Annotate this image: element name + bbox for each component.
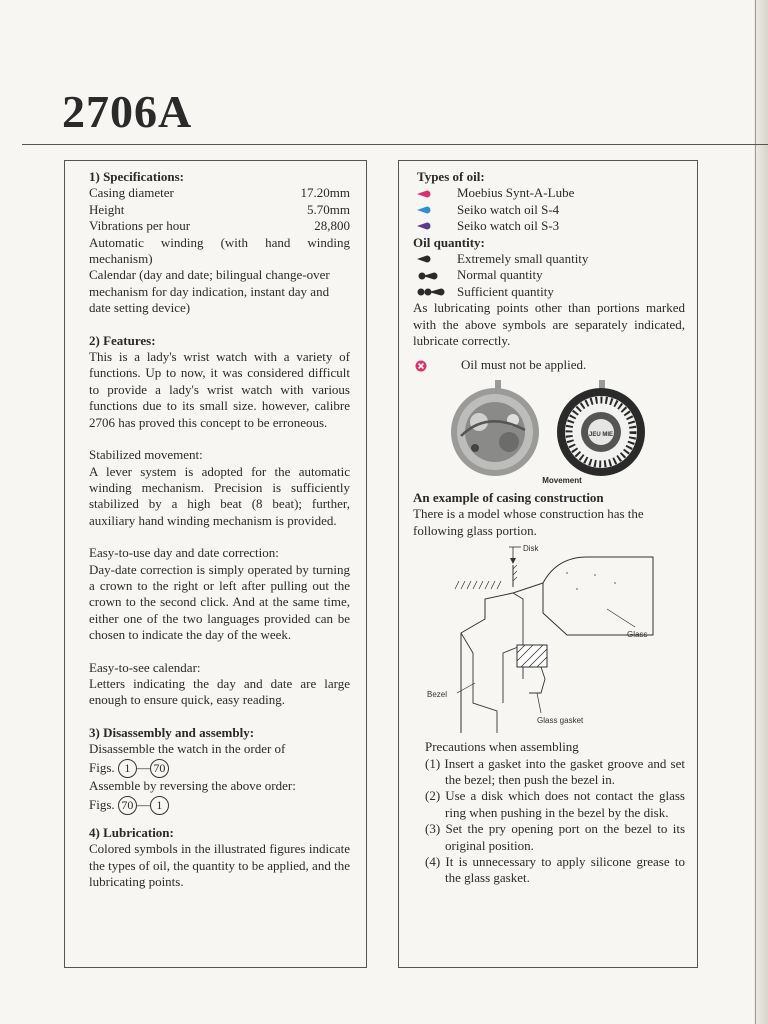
oil-quantity-name: Sufficient quantity [457,283,554,299]
range-dash: — [136,759,150,775]
precaution-number: (1) [425,755,441,771]
spec-value: 17.20mm [300,185,350,201]
figure-number-badge: 1 [150,796,169,815]
no-oil-row [415,357,685,373]
no-oil-icon [415,360,461,372]
oil-drop-icon [417,206,457,214]
right-column-box [398,160,698,968]
oil-type-name: Moebius Synt-A-Lube [457,185,575,201]
precautions-heading: Precautions when assembling [425,739,579,755]
features-heading: 2) Features: [89,332,156,348]
precaution-item [425,756,685,789]
oil-drop-icon [417,222,457,230]
calendar-paragraph: Letters indicating the day and date are large enough to ensure quick, easy reading. [89,675,350,708]
lubrication-paragraph: Colored symbols in the illustrated figures indicate the types of oil, the quantity to be applied, and the lubricating points. [89,841,350,890]
figs-range-assemble [89,795,350,816]
oil-drop-icon [417,190,457,198]
movement-photo [417,380,683,480]
spec-label: Vibrations per hour [89,218,191,234]
oil-type-name: Seiko watch oil S-3 [457,218,560,234]
oil-quantity-row [417,284,685,300]
movement-caption: Movement [542,475,582,485]
oil-type-row [417,218,685,234]
spec-value: 5.70mm [307,201,350,217]
page-edge [754,0,768,1024]
precaution-item [425,854,685,887]
calendar-heading: Easy-to-see calendar: [89,659,201,675]
figure-number-badge: 70 [150,759,169,778]
figs-label: Figs. [89,759,115,775]
header-rule [22,144,768,145]
spec-row [89,202,350,218]
precaution-number: (2) [425,788,441,804]
precaution-item [425,821,685,854]
spec-automatic-winding: Automatic winding (with hand winding mechanism) [89,234,350,267]
casing-diagram [417,543,683,733]
precaution-text: Set the pry opening port on the bezel to its original position. [445,821,686,853]
oil-type-row [417,185,685,201]
correction-heading: Easy-to-use day and date correction: [89,545,279,561]
precaution-text: Use a disk which does not contact the glass ring when pushing in the bezel by the disk. [445,788,685,820]
spec-label: Height [89,201,125,217]
glass-label: Glass [627,630,648,640]
page-edge-line [755,0,756,1024]
triple-drop-icon [417,288,457,296]
oil-type-row [417,202,685,218]
disassembly-heading: 3) Disassembly and assembly: [89,724,255,740]
precaution-number: (4) [425,853,441,869]
oil-quantity-name: Extremely small quantity [457,251,589,267]
figure-number-badge: 1 [118,759,137,778]
figure-number-badge: 70 [118,796,137,815]
lubrication-note: As lubricating points other than portions marked with the above symbols are separately indicated, lubricate correctly. [413,300,685,349]
disassembly-paragraph: Disassemble the watch in the order of [89,741,286,757]
disk-label: Disk [523,544,539,554]
precaution-text: It is unnecessary to apply silicone grease to the glass gasket. [445,853,685,886]
oil-quantity-row [417,267,685,283]
glass-gasket-label: Glass gasket [537,716,584,726]
oil-quantity-heading: Oil quantity: [413,234,485,250]
oil-quantity-name: Normal quantity [457,267,543,283]
single-drop-icon [417,255,457,263]
specifications-heading: 1) Specifications: [89,169,184,184]
bezel-label: Bezel [427,690,448,700]
lubrication-heading: 4) Lubrication: [89,825,174,841]
oil-types-heading: Types of oil: [417,169,485,184]
stabilized-heading: Stabilized movement: [89,447,203,463]
range-dash: — [136,796,150,812]
spec-label: Casing diameter [89,185,174,201]
spec-row [89,185,350,201]
figs-label: Figs. [89,796,115,812]
precaution-item [425,788,685,821]
casing-paragraph: There is a model whose construction has the following glass portion. [413,506,644,538]
stabilized-paragraph: A lever system is adopted for the automatic winding mechanism. Precision is sufficiently stabilized by a high beat (8 beat); further, auxiliary hand winding mechanism is provided. [89,463,350,528]
oil-type-name: Seiko watch oil S-4 [457,201,560,217]
model-title: 2706A [62,86,193,137]
double-drop-icon [417,272,457,280]
precaution-text: Insert a gasket into the gasket groove and set the bezel; then push the bezel in. [444,755,685,787]
assemble-paragraph: Assemble by reversing the above order: [89,778,296,794]
correction-paragraph: Day-date correction is simply operated by turning a crown to the right or left after pulling out the crown to the second click. And at the same time, either one of the two languages provided can be chosen to indicate the day of the week. [89,561,350,643]
features-paragraph: This is a lady's wrist watch with a variety of functions. Up to now, it was considered difficult to provide a lady's wrist watch with various functions due to its small size. however, calibre 2706 has proved this concept to be erroneous. [89,349,350,430]
figs-range-disassemble [89,758,350,779]
spec-value: 28,800 [314,218,350,234]
oil-quantity-row [417,251,685,267]
casing-heading: An example of casing construction [413,489,604,505]
spec-calendar: Calendar (day and date; bilingual change-over mechanism for day indication, instant day and date setting device) [89,267,330,316]
spec-row [89,218,350,234]
no-oil-text: Oil must not be applied. [461,357,587,373]
precaution-number: (3) [425,821,441,837]
dial-day-text: JEU MIE [588,431,614,438]
left-column-box [64,160,367,968]
movement-figure [417,380,685,490]
